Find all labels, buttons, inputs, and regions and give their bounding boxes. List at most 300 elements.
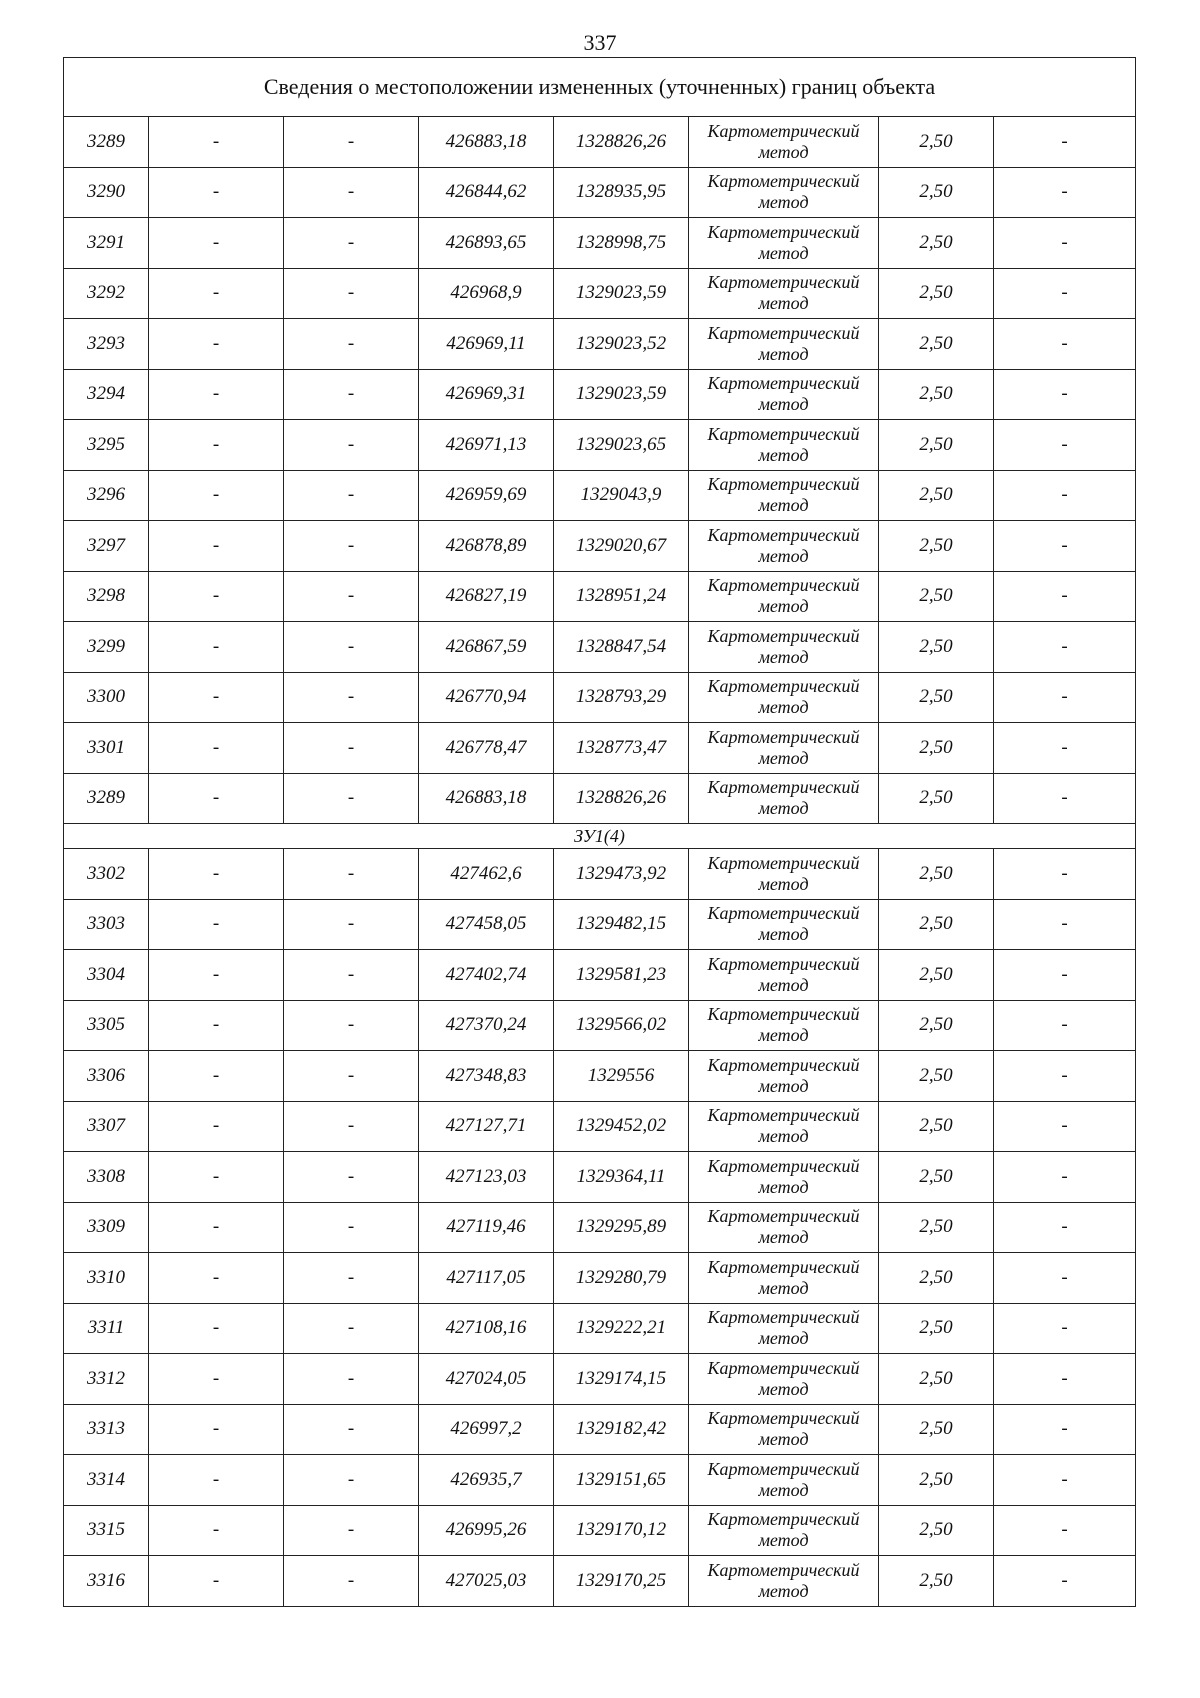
accuracy-cell: 2,50 [879, 899, 994, 950]
accuracy-cell: 2,50 [879, 1505, 994, 1556]
y-coordinate-cell: 1329170,12 [554, 1505, 689, 1556]
method-line-1: Картометрический [707, 1357, 860, 1378]
method-cell [689, 950, 879, 1001]
method-line-1: Картометрический [707, 423, 860, 444]
column-3-cell: - [284, 672, 419, 723]
accuracy-cell: 2,50 [879, 571, 994, 622]
column-8-cell: - [994, 521, 1136, 572]
column-3-cell: - [284, 1051, 419, 1102]
table-row [64, 521, 1136, 572]
table-row [64, 1404, 1136, 1455]
point-number-cell: 3315 [64, 1505, 149, 1556]
method-line-2: метод [758, 747, 809, 768]
x-coordinate-cell: 427370,24 [419, 1000, 554, 1051]
point-number-cell: 3314 [64, 1455, 149, 1506]
table-row [64, 319, 1136, 370]
point-number-cell: 3309 [64, 1202, 149, 1253]
method-cell [689, 571, 879, 622]
column-3-cell: - [284, 1253, 419, 1304]
table-row [64, 1202, 1136, 1253]
method-line-1: Картометрический [707, 1458, 860, 1479]
accuracy-cell: 2,50 [879, 1051, 994, 1102]
table-row [64, 1505, 1136, 1556]
column-2-cell: - [149, 1505, 284, 1556]
column-2-cell: - [149, 723, 284, 774]
x-coordinate-cell: 426844,62 [419, 167, 554, 218]
method-cell [689, 1505, 879, 1556]
method-line-1: Картометрический [707, 953, 860, 974]
accuracy-cell: 2,50 [879, 622, 994, 673]
column-2-cell: - [149, 1455, 284, 1506]
x-coordinate-cell: 426968,9 [419, 268, 554, 319]
method-cell [689, 1051, 879, 1102]
method-line-1: Картометрический [707, 903, 860, 924]
x-coordinate-cell: 427117,05 [419, 1253, 554, 1304]
column-8-cell: - [994, 1303, 1136, 1354]
accuracy-cell: 2,50 [879, 773, 994, 824]
method-line-2: метод [758, 646, 809, 667]
x-coordinate-cell: 427462,6 [419, 849, 554, 900]
point-number-cell: 3310 [64, 1253, 149, 1304]
x-coordinate-cell: 426997,2 [419, 1404, 554, 1455]
method-line-2: метод [758, 1075, 809, 1096]
x-coordinate-cell: 426969,31 [419, 369, 554, 420]
accuracy-cell: 2,50 [879, 167, 994, 218]
method-line-2: метод [758, 1429, 809, 1450]
column-3-cell: - [284, 420, 419, 471]
column-2-cell: - [149, 369, 284, 420]
column-3-cell: - [284, 1000, 419, 1051]
point-number-cell: 3312 [64, 1354, 149, 1405]
column-2-cell: - [149, 268, 284, 319]
table-row [64, 672, 1136, 723]
method-line-2: метод [758, 495, 809, 516]
column-3-cell: - [284, 1101, 419, 1152]
method-line-1: Картометрический [707, 1559, 860, 1580]
method-cell [689, 167, 879, 218]
column-3-cell: - [284, 1354, 419, 1405]
method-line-1: Картометрический [707, 171, 860, 192]
column-3-cell: - [284, 218, 419, 269]
method-line-2: метод [758, 444, 809, 465]
method-cell [689, 319, 879, 370]
y-coordinate-cell: 1329170,25 [554, 1556, 689, 1607]
point-number-cell: 3316 [64, 1556, 149, 1607]
column-2-cell: - [149, 1202, 284, 1253]
method-cell [689, 1253, 879, 1304]
method-cell [689, 420, 879, 471]
point-number-cell: 3290 [64, 167, 149, 218]
table-row [64, 849, 1136, 900]
method-line-1: Картометрический [707, 1408, 860, 1429]
method-cell [689, 723, 879, 774]
accuracy-cell: 2,50 [879, 1556, 994, 1607]
accuracy-cell: 2,50 [879, 1152, 994, 1203]
column-2-cell: - [149, 420, 284, 471]
method-line-2: метод [758, 924, 809, 945]
accuracy-cell: 2,50 [879, 369, 994, 420]
column-8-cell: - [994, 1152, 1136, 1203]
point-number-cell: 3293 [64, 319, 149, 370]
table-row [64, 1303, 1136, 1354]
point-number-cell: 3300 [64, 672, 149, 723]
x-coordinate-cell: 427024,05 [419, 1354, 554, 1405]
table-row [64, 571, 1136, 622]
accuracy-cell: 2,50 [879, 117, 994, 168]
method-line-2: метод [758, 974, 809, 995]
accuracy-cell: 2,50 [879, 1404, 994, 1455]
column-3-cell: - [284, 521, 419, 572]
method-line-2: метод [758, 1328, 809, 1349]
column-2-cell: - [149, 1253, 284, 1304]
column-2-cell: - [149, 899, 284, 950]
point-number-cell: 3305 [64, 1000, 149, 1051]
table-row [64, 1101, 1136, 1152]
method-cell [689, 1202, 879, 1253]
column-2-cell: - [149, 1101, 284, 1152]
method-cell [689, 1556, 879, 1607]
y-coordinate-cell: 1328935,95 [554, 167, 689, 218]
method-cell [689, 773, 879, 824]
point-number-cell: 3313 [64, 1404, 149, 1455]
point-number-cell: 3302 [64, 849, 149, 900]
column-8-cell: - [994, 1404, 1136, 1455]
column-2-cell: - [149, 218, 284, 269]
table-row [64, 1000, 1136, 1051]
x-coordinate-cell: 426827,19 [419, 571, 554, 622]
method-cell [689, 1455, 879, 1506]
method-line-1: Картометрический [707, 1155, 860, 1176]
method-line-1: Картометрический [707, 676, 860, 697]
x-coordinate-cell: 426893,65 [419, 218, 554, 269]
method-line-2: метод [758, 192, 809, 213]
accuracy-cell: 2,50 [879, 1000, 994, 1051]
x-coordinate-cell: 427108,16 [419, 1303, 554, 1354]
column-3-cell: - [284, 773, 419, 824]
y-coordinate-cell: 1329174,15 [554, 1354, 689, 1405]
x-coordinate-cell: 426770,94 [419, 672, 554, 723]
table-row [64, 723, 1136, 774]
x-coordinate-cell: 427123,03 [419, 1152, 554, 1203]
column-3-cell: - [284, 1404, 419, 1455]
table-row [64, 167, 1136, 218]
point-number-cell: 3299 [64, 622, 149, 673]
method-cell [689, 1404, 879, 1455]
point-number-cell: 3301 [64, 723, 149, 774]
point-number-cell: 3294 [64, 369, 149, 420]
point-number-cell: 3307 [64, 1101, 149, 1152]
table-title: Сведения о местоположении измененных (уточненных) границ объекта [64, 58, 1136, 117]
y-coordinate-cell: 1329023,59 [554, 369, 689, 420]
section-row [64, 824, 1136, 849]
table-row [64, 1354, 1136, 1405]
column-8-cell: - [994, 167, 1136, 218]
point-number-cell: 3303 [64, 899, 149, 950]
column-8-cell: - [994, 1101, 1136, 1152]
method-line-2: метод [758, 1580, 809, 1601]
method-line-1: Картометрический [707, 1105, 860, 1126]
column-3-cell: - [284, 899, 419, 950]
y-coordinate-cell: 1329023,52 [554, 319, 689, 370]
column-3-cell: - [284, 117, 419, 168]
point-number-cell: 3297 [64, 521, 149, 572]
method-line-2: метод [758, 242, 809, 263]
method-line-1: Картометрический [707, 474, 860, 495]
column-2-cell: - [149, 1000, 284, 1051]
column-8-cell: - [994, 319, 1136, 370]
method-line-1: Картометрический [707, 1256, 860, 1277]
x-coordinate-cell: 426935,7 [419, 1455, 554, 1506]
column-2-cell: - [149, 622, 284, 673]
method-line-2: метод [758, 141, 809, 162]
table-row [64, 1455, 1136, 1506]
table-title-row [64, 58, 1136, 117]
column-8-cell: - [994, 1354, 1136, 1405]
method-line-1: Картометрический [707, 1307, 860, 1328]
method-line-2: метод [758, 1277, 809, 1298]
x-coordinate-cell: 427127,71 [419, 1101, 554, 1152]
y-coordinate-cell: 1328847,54 [554, 622, 689, 673]
table-row [64, 470, 1136, 521]
column-8-cell: - [994, 672, 1136, 723]
accuracy-cell: 2,50 [879, 1202, 994, 1253]
boundary-coordinates-table [63, 57, 1136, 1607]
point-number-cell: 3298 [64, 571, 149, 622]
column-8-cell: - [994, 1000, 1136, 1051]
column-3-cell: - [284, 369, 419, 420]
y-coordinate-cell: 1329295,89 [554, 1202, 689, 1253]
column-3-cell: - [284, 849, 419, 900]
accuracy-cell: 2,50 [879, 268, 994, 319]
column-3-cell: - [284, 622, 419, 673]
method-line-1: Картометрический [707, 575, 860, 596]
accuracy-cell: 2,50 [879, 521, 994, 572]
method-line-2: метод [758, 1126, 809, 1147]
column-3-cell: - [284, 1202, 419, 1253]
table-row [64, 369, 1136, 420]
point-number-cell: 3291 [64, 218, 149, 269]
column-8-cell: - [994, 1455, 1136, 1506]
column-2-cell: - [149, 672, 284, 723]
method-line-2: метод [758, 1479, 809, 1500]
x-coordinate-cell: 426883,18 [419, 773, 554, 824]
column-2-cell: - [149, 1354, 284, 1405]
method-line-2: метод [758, 873, 809, 894]
method-line-2: метод [758, 1025, 809, 1046]
column-8-cell: - [994, 849, 1136, 900]
column-8-cell: - [994, 268, 1136, 319]
method-line-1: Картометрический [707, 625, 860, 646]
column-3-cell: - [284, 571, 419, 622]
method-line-1: Картометрический [707, 524, 860, 545]
section-label: ЗУ1(4) [64, 824, 1136, 849]
point-number-cell: 3295 [64, 420, 149, 471]
column-2-cell: - [149, 773, 284, 824]
column-2-cell: - [149, 167, 284, 218]
method-line-2: метод [758, 697, 809, 718]
y-coordinate-cell: 1329151,65 [554, 1455, 689, 1506]
x-coordinate-cell: 427119,46 [419, 1202, 554, 1253]
y-coordinate-cell: 1329482,15 [554, 899, 689, 950]
column-8-cell: - [994, 420, 1136, 471]
column-8-cell: - [994, 1253, 1136, 1304]
y-coordinate-cell: 1328826,26 [554, 773, 689, 824]
y-coordinate-cell: 1328793,29 [554, 672, 689, 723]
accuracy-cell: 2,50 [879, 1253, 994, 1304]
y-coordinate-cell: 1329222,21 [554, 1303, 689, 1354]
point-number-cell: 3306 [64, 1051, 149, 1102]
point-number-cell: 3289 [64, 117, 149, 168]
accuracy-cell: 2,50 [879, 1303, 994, 1354]
y-coordinate-cell: 1329566,02 [554, 1000, 689, 1051]
column-2-cell: - [149, 1152, 284, 1203]
method-line-2: метод [758, 545, 809, 566]
column-8-cell: - [994, 622, 1136, 673]
x-coordinate-cell: 427025,03 [419, 1556, 554, 1607]
x-coordinate-cell: 426959,69 [419, 470, 554, 521]
table-row [64, 1253, 1136, 1304]
column-2-cell: - [149, 950, 284, 1001]
y-coordinate-cell: 1328951,24 [554, 571, 689, 622]
x-coordinate-cell: 426995,26 [419, 1505, 554, 1556]
column-8-cell: - [994, 571, 1136, 622]
table-row [64, 268, 1136, 319]
accuracy-cell: 2,50 [879, 1354, 994, 1405]
column-3-cell: - [284, 167, 419, 218]
column-2-cell: - [149, 571, 284, 622]
method-line-2: метод [758, 1227, 809, 1248]
y-coordinate-cell: 1329556 [554, 1051, 689, 1102]
point-number-cell: 3296 [64, 470, 149, 521]
method-cell [689, 521, 879, 572]
method-cell [689, 470, 879, 521]
column-2-cell: - [149, 1051, 284, 1102]
table-row [64, 117, 1136, 168]
table-row [64, 1152, 1136, 1203]
point-number-cell: 3308 [64, 1152, 149, 1203]
point-number-cell: 3292 [64, 268, 149, 319]
y-coordinate-cell: 1328826,26 [554, 117, 689, 168]
column-8-cell: - [994, 773, 1136, 824]
method-line-1: Картометрический [707, 1004, 860, 1025]
x-coordinate-cell: 427348,83 [419, 1051, 554, 1102]
method-cell [689, 849, 879, 900]
method-line-1: Картометрический [707, 852, 860, 873]
method-line-2: метод [758, 798, 809, 819]
column-8-cell: - [994, 1051, 1136, 1102]
column-8-cell: - [994, 1505, 1136, 1556]
y-coordinate-cell: 1329364,11 [554, 1152, 689, 1203]
method-cell [689, 1303, 879, 1354]
column-8-cell: - [994, 470, 1136, 521]
column-2-cell: - [149, 849, 284, 900]
y-coordinate-cell: 1329023,59 [554, 268, 689, 319]
column-3-cell: - [284, 319, 419, 370]
method-cell [689, 218, 879, 269]
method-cell [689, 1000, 879, 1051]
column-8-cell: - [994, 117, 1136, 168]
method-line-1: Картометрический [707, 777, 860, 798]
table-row [64, 622, 1136, 673]
method-cell [689, 117, 879, 168]
method-line-2: метод [758, 343, 809, 364]
x-coordinate-cell: 427402,74 [419, 950, 554, 1001]
point-number-cell: 3311 [64, 1303, 149, 1354]
column-8-cell: - [994, 899, 1136, 950]
x-coordinate-cell: 426969,11 [419, 319, 554, 370]
method-line-1: Картометрический [707, 1206, 860, 1227]
method-line-1: Картометрический [707, 1509, 860, 1530]
column-2-cell: - [149, 521, 284, 572]
method-cell [689, 899, 879, 950]
y-coordinate-cell: 1329473,92 [554, 849, 689, 900]
method-line-2: метод [758, 596, 809, 617]
accuracy-cell: 2,50 [879, 1101, 994, 1152]
column-3-cell: - [284, 470, 419, 521]
column-3-cell: - [284, 1505, 419, 1556]
y-coordinate-cell: 1329182,42 [554, 1404, 689, 1455]
method-cell [689, 1101, 879, 1152]
accuracy-cell: 2,50 [879, 849, 994, 900]
y-coordinate-cell: 1329043,9 [554, 470, 689, 521]
column-2-cell: - [149, 470, 284, 521]
method-line-1: Картометрический [707, 726, 860, 747]
column-3-cell: - [284, 950, 419, 1001]
table-row [64, 773, 1136, 824]
method-line-2: метод [758, 1530, 809, 1551]
x-coordinate-cell: 426971,13 [419, 420, 554, 471]
column-2-cell: - [149, 1303, 284, 1354]
x-coordinate-cell: 426883,18 [419, 117, 554, 168]
y-coordinate-cell: 1328773,47 [554, 723, 689, 774]
accuracy-cell: 2,50 [879, 723, 994, 774]
y-coordinate-cell: 1329023,65 [554, 420, 689, 471]
column-8-cell: - [994, 1202, 1136, 1253]
table-row [64, 950, 1136, 1001]
column-8-cell: - [994, 723, 1136, 774]
x-coordinate-cell: 426878,89 [419, 521, 554, 572]
method-line-2: метод [758, 293, 809, 314]
y-coordinate-cell: 1329280,79 [554, 1253, 689, 1304]
column-8-cell: - [994, 1556, 1136, 1607]
column-8-cell: - [994, 950, 1136, 1001]
method-line-1: Картометрический [707, 221, 860, 242]
method-line-2: метод [758, 1378, 809, 1399]
method-cell [689, 1152, 879, 1203]
accuracy-cell: 2,50 [879, 950, 994, 1001]
accuracy-cell: 2,50 [879, 672, 994, 723]
column-8-cell: - [994, 369, 1136, 420]
table-row [64, 420, 1136, 471]
method-line-1: Картометрический [707, 120, 860, 141]
method-line-2: метод [758, 394, 809, 415]
column-2-cell: - [149, 117, 284, 168]
y-coordinate-cell: 1329581,23 [554, 950, 689, 1001]
method-cell [689, 369, 879, 420]
column-3-cell: - [284, 268, 419, 319]
y-coordinate-cell: 1329020,67 [554, 521, 689, 572]
column-2-cell: - [149, 319, 284, 370]
method-line-1: Картометрический [707, 1054, 860, 1075]
method-cell [689, 622, 879, 673]
table-row [64, 1556, 1136, 1607]
column-3-cell: - [284, 1152, 419, 1203]
method-cell [689, 672, 879, 723]
accuracy-cell: 2,50 [879, 218, 994, 269]
column-3-cell: - [284, 1303, 419, 1354]
x-coordinate-cell: 426778,47 [419, 723, 554, 774]
accuracy-cell: 2,50 [879, 319, 994, 370]
